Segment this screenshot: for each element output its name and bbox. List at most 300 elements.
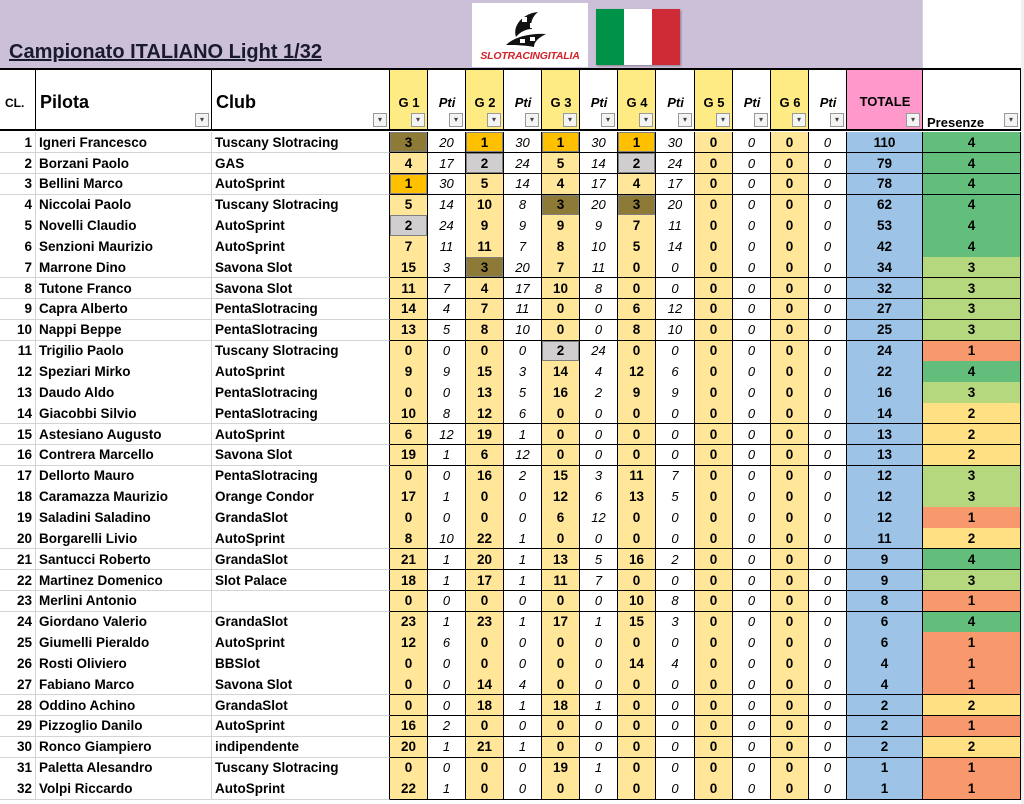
cell-pti6: 0 (809, 195, 847, 216)
cell-pti5: 0 (733, 195, 771, 216)
cell-g5: 0 (695, 382, 733, 403)
header-label-pti4: Pti (667, 95, 684, 110)
logo (472, 3, 588, 67)
cell-pti6: 0 (809, 466, 847, 487)
table-row (0, 674, 1021, 695)
cell-g1: 0 (390, 695, 428, 716)
cell-pti1: 9 (428, 361, 466, 382)
cell-g5: 0 (695, 320, 733, 341)
cell-pti6: 0 (809, 549, 847, 570)
cell-pti2: 1 (504, 570, 542, 591)
cell-g6: 0 (771, 215, 809, 236)
cell-cl: 2 (0, 153, 36, 174)
cell-g3: 13 (542, 549, 580, 570)
cell-pti5: 0 (733, 445, 771, 466)
filter-dropdown-button[interactable] (449, 113, 463, 127)
cell-presenze: 2 (923, 403, 1021, 424)
dropdown-arrow-icon: ▾ (491, 115, 496, 124)
cell-g3: 0 (542, 424, 580, 445)
cell-pilota: Paletta Alesandro (36, 758, 212, 779)
cell-cl: 3 (0, 174, 36, 195)
cell-g6: 0 (771, 758, 809, 779)
cell-pti2: 11 (504, 299, 542, 320)
cell-pti4: 17 (656, 174, 695, 195)
cell-g6: 0 (771, 632, 809, 653)
cell-cl: 17 (0, 466, 36, 487)
cell-club: Savona Slot (212, 278, 390, 299)
cell-pti2: 0 (504, 778, 542, 799)
cell-pti4: 0 (656, 278, 695, 299)
cell-pti1: 17 (428, 153, 466, 174)
cell-g1: 12 (390, 632, 428, 653)
cell-totale: 2 (847, 737, 923, 758)
cell-g4: 8 (618, 320, 656, 341)
cell-g5: 0 (695, 758, 733, 779)
cell-pti1: 1 (428, 549, 466, 570)
cell-totale: 78 (847, 174, 923, 195)
cell-presenze: 1 (923, 674, 1021, 695)
cell-pti4: 0 (656, 695, 695, 716)
cell-g6: 0 (771, 195, 809, 216)
cell-presenze: 3 (923, 486, 1021, 507)
cell-g6: 0 (771, 278, 809, 299)
table-row (0, 507, 1021, 528)
cell-g1: 7 (390, 236, 428, 257)
filter-dropdown-button[interactable] (639, 113, 653, 127)
table-row (0, 778, 1021, 799)
table-row (0, 361, 1021, 382)
cell-g1: 16 (390, 716, 428, 737)
cell-g5: 0 (695, 153, 733, 174)
cell-g5: 0 (695, 486, 733, 507)
cell-g4: 11 (618, 466, 656, 487)
cell-g5: 0 (695, 278, 733, 299)
cell-g5: 0 (695, 257, 733, 278)
cell-g6: 0 (771, 674, 809, 695)
cell-pti1: 5 (428, 320, 466, 341)
cell-g1: 0 (390, 674, 428, 695)
cell-g3: 0 (542, 716, 580, 737)
cell-presenze: 1 (923, 632, 1021, 653)
cell-pilota: Tutone Franco (36, 278, 212, 299)
cell-pilota: Senzioni Maurizio (36, 236, 212, 257)
cell-g2: 9 (466, 215, 504, 236)
cell-club: PentaSlotracing (212, 403, 390, 424)
cell-totale: 11 (847, 528, 923, 549)
cell-pilota: Merlini Antonio (36, 591, 212, 612)
cell-g5: 0 (695, 174, 733, 195)
cell-g4: 4 (618, 174, 656, 195)
cell-pti2: 1 (504, 612, 542, 633)
cell-pti6: 0 (809, 612, 847, 633)
table-row (0, 174, 1021, 195)
cell-cl: 15 (0, 424, 36, 445)
cell-totale: 25 (847, 320, 923, 341)
cell-g4: 0 (618, 778, 656, 799)
cell-g1: 0 (390, 341, 428, 362)
cell-pti3: 5 (580, 549, 618, 570)
cell-pti3: 24 (580, 341, 618, 362)
cell-pti6: 0 (809, 320, 847, 341)
cell-totale: 4 (847, 653, 923, 674)
dropdown-arrow-icon: ▾ (529, 115, 534, 124)
cell-pti3: 1 (580, 758, 618, 779)
cell-g1: 11 (390, 278, 428, 299)
cell-presenze: 3 (923, 299, 1021, 320)
cell-g3: 19 (542, 758, 580, 779)
cell-pti4: 24 (656, 153, 695, 174)
cell-g1: 6 (390, 424, 428, 445)
cell-g6: 0 (771, 695, 809, 716)
cell-pti3: 0 (580, 424, 618, 445)
cell-pti4: 0 (656, 778, 695, 799)
header-label-cl: CL. (5, 96, 25, 110)
cell-totale: 34 (847, 257, 923, 278)
header-label-g5: G 5 (703, 95, 725, 110)
cell-club: AutoSprint (212, 236, 390, 257)
cell-club: AutoSprint (212, 424, 390, 445)
cell-g2: 0 (466, 486, 504, 507)
cell-g6: 0 (771, 320, 809, 341)
cell-cl: 25 (0, 632, 36, 653)
filter-dropdown-button[interactable] (525, 113, 539, 127)
cell-g1: 18 (390, 570, 428, 591)
cell-g3: 0 (542, 737, 580, 758)
cell-pilota: Giumelli Pieraldo (36, 632, 212, 653)
cell-pti3: 1 (580, 612, 618, 633)
cell-g2: 0 (466, 716, 504, 737)
header-label-g3: G 3 (550, 95, 572, 110)
cell-pti5: 0 (733, 215, 771, 236)
cell-pti1: 0 (428, 507, 466, 528)
cell-pti3: 0 (580, 528, 618, 549)
cell-g3: 14 (542, 361, 580, 382)
cell-pti1: 7 (428, 278, 466, 299)
cell-totale: 62 (847, 195, 923, 216)
cell-club: GrandaSlot (212, 507, 390, 528)
cell-pti5: 0 (733, 278, 771, 299)
cell-g6: 0 (771, 507, 809, 528)
cell-presenze: 1 (923, 341, 1021, 362)
cell-g3: 15 (542, 466, 580, 487)
cell-pti6: 0 (809, 674, 847, 695)
cell-g5: 0 (695, 528, 733, 549)
cell-g6: 0 (771, 570, 809, 591)
cell-g1: 13 (390, 320, 428, 341)
dropdown-arrow-icon: ▾ (720, 115, 725, 124)
header-g1 (390, 68, 428, 131)
cell-g6: 0 (771, 299, 809, 320)
cell-pti5: 0 (733, 341, 771, 362)
cell-g6: 0 (771, 132, 809, 153)
cell-g5: 0 (695, 132, 733, 153)
cell-pti2: 0 (504, 507, 542, 528)
cell-cl: 5 (0, 215, 36, 236)
cell-pti5: 0 (733, 674, 771, 695)
cell-g3: 8 (542, 236, 580, 257)
cell-presenze: 3 (923, 278, 1021, 299)
cell-g3: 5 (542, 153, 580, 174)
cell-pti5: 0 (733, 591, 771, 612)
cell-presenze: 2 (923, 528, 1021, 549)
header-club (212, 68, 390, 131)
cell-totale: 27 (847, 299, 923, 320)
header-label-g6: G 6 (779, 95, 801, 110)
cell-pti3: 0 (580, 778, 618, 799)
cell-pti6: 0 (809, 486, 847, 507)
cell-totale: 42 (847, 236, 923, 257)
filter-dropdown-button[interactable] (411, 113, 425, 127)
cell-pti2: 0 (504, 716, 542, 737)
banner-right-cell (922, 0, 1024, 68)
header-label-club: Club (216, 92, 256, 112)
cell-pti2: 0 (504, 591, 542, 612)
cell-g5: 0 (695, 653, 733, 674)
cell-pti3: 9 (580, 215, 618, 236)
cell-pilota: Dellorto Mauro (36, 466, 212, 487)
cell-cl: 22 (0, 570, 36, 591)
cell-presenze: 2 (923, 445, 1021, 466)
cell-club: Tuscany Slotracing (212, 195, 390, 216)
cell-g5: 0 (695, 549, 733, 570)
header-label-pti3: Pti (590, 95, 608, 110)
cell-pti1: 24 (428, 215, 466, 236)
table-row (0, 695, 1021, 716)
cell-pilota: Novelli Claudio (36, 215, 212, 236)
cell-cl: 8 (0, 278, 36, 299)
cell-g1: 21 (390, 549, 428, 570)
cell-pti3: 12 (580, 507, 618, 528)
cell-g6: 0 (771, 466, 809, 487)
cell-pti1: 0 (428, 758, 466, 779)
cell-g1: 2 (390, 215, 428, 236)
cell-club: PentaSlotracing (212, 320, 390, 341)
filter-dropdown-button[interactable] (373, 113, 387, 127)
cell-pti6: 0 (809, 507, 847, 528)
cell-g4: 10 (618, 591, 656, 612)
cell-pti3: 30 (580, 132, 618, 153)
cell-pti3: 0 (580, 445, 618, 466)
cell-pti5: 0 (733, 320, 771, 341)
cell-g2: 2 (466, 153, 504, 174)
cell-g4: 6 (618, 299, 656, 320)
filter-dropdown-button[interactable] (563, 113, 577, 127)
cell-g1: 1 (390, 174, 428, 195)
cell-cl: 21 (0, 549, 36, 570)
cell-pti6: 0 (809, 424, 847, 445)
cell-pti5: 0 (733, 612, 771, 633)
cell-g3: 11 (542, 570, 580, 591)
cell-pti1: 2 (428, 716, 466, 737)
header-label-g2: G 2 (474, 95, 496, 110)
cell-totale: 9 (847, 570, 923, 591)
dropdown-arrow-icon: ▾ (605, 115, 610, 124)
cell-pti4: 9 (656, 382, 695, 403)
table-row (0, 549, 1021, 570)
cell-pti2: 0 (504, 632, 542, 653)
cell-pti4: 5 (656, 486, 695, 507)
cell-cl: 32 (0, 778, 36, 799)
cell-g6: 0 (771, 153, 809, 174)
cell-totale: 53 (847, 215, 923, 236)
cell-pti1: 0 (428, 695, 466, 716)
cell-g1: 14 (390, 299, 428, 320)
cell-club: PentaSlotracing (212, 299, 390, 320)
cell-pti6: 0 (809, 716, 847, 737)
cell-pilota: Rosti Oliviero (36, 653, 212, 674)
cell-pti1: 14 (428, 195, 466, 216)
cell-pti3: 2 (580, 382, 618, 403)
cell-pti5: 0 (733, 299, 771, 320)
table-row (0, 424, 1021, 445)
cell-totale: 1 (847, 778, 923, 799)
cell-pti3: 0 (580, 716, 618, 737)
cell-g4: 0 (618, 632, 656, 653)
cell-g4: 1 (618, 132, 656, 153)
cell-pti4: 0 (656, 424, 695, 445)
cell-totale: 12 (847, 466, 923, 487)
cell-g1: 0 (390, 591, 428, 612)
cell-totale: 13 (847, 424, 923, 445)
cell-presenze: 4 (923, 153, 1021, 174)
cell-totale: 9 (847, 549, 923, 570)
filter-dropdown-button[interactable] (792, 113, 806, 127)
cell-pti6: 0 (809, 445, 847, 466)
cell-pti3: 1 (580, 695, 618, 716)
cell-pti4: 6 (656, 361, 695, 382)
cell-pti1: 12 (428, 424, 466, 445)
dropdown-arrow-icon: ▾ (682, 115, 687, 124)
cell-pti2: 20 (504, 257, 542, 278)
cell-g4: 0 (618, 737, 656, 758)
dropdown-arrow-icon: ▾ (834, 115, 839, 124)
cell-totale: 2 (847, 695, 923, 716)
cell-pti1: 0 (428, 382, 466, 403)
cell-pti2: 9 (504, 215, 542, 236)
cell-pti1: 0 (428, 653, 466, 674)
cell-pti1: 10 (428, 528, 466, 549)
cell-totale: 22 (847, 361, 923, 382)
cell-presenze: 3 (923, 382, 1021, 403)
cell-club: AutoSprint (212, 632, 390, 653)
cell-presenze: 1 (923, 653, 1021, 674)
cell-pti6: 0 (809, 737, 847, 758)
cell-g6: 0 (771, 486, 809, 507)
cell-pilota: Pizzoglio Danilo (36, 716, 212, 737)
cell-g4: 7 (618, 215, 656, 236)
filter-dropdown-button[interactable] (716, 113, 730, 127)
cell-pti6: 0 (809, 153, 847, 174)
table-row (0, 132, 1021, 153)
cell-pilota: Bellini Marco (36, 174, 212, 195)
cell-pilota: Astesiano Augusto (36, 424, 212, 445)
cell-pti2: 4 (504, 674, 542, 695)
table-row (0, 486, 1021, 507)
table-row (0, 299, 1021, 320)
cell-club: AutoSprint (212, 528, 390, 549)
cell-pti4: 0 (656, 445, 695, 466)
cell-g5: 0 (695, 403, 733, 424)
filter-dropdown-button[interactable] (1004, 113, 1018, 127)
cell-g5: 0 (695, 591, 733, 612)
cell-pilota: Marrone Dino (36, 257, 212, 278)
cell-pti2: 6 (504, 403, 542, 424)
cell-g2: 13 (466, 382, 504, 403)
dropdown-arrow-icon: ▾ (453, 115, 458, 124)
cell-pti3: 17 (580, 174, 618, 195)
cell-g6: 0 (771, 716, 809, 737)
filter-dropdown-button[interactable] (678, 113, 692, 127)
cell-g3: 0 (542, 778, 580, 799)
cell-cl: 27 (0, 674, 36, 695)
header-pti2 (504, 68, 542, 131)
cell-pti6: 0 (809, 361, 847, 382)
filter-dropdown-button[interactable] (601, 113, 615, 127)
filter-dropdown-button[interactable] (830, 113, 844, 127)
header-label-pti5: Pti (743, 95, 761, 110)
filter-dropdown-button[interactable] (754, 113, 768, 127)
cell-pti5: 0 (733, 549, 771, 570)
cell-presenze: 2 (923, 737, 1021, 758)
cell-g3: 0 (542, 674, 580, 695)
cell-g4: 0 (618, 403, 656, 424)
cell-pti1: 1 (428, 612, 466, 633)
cell-g2: 15 (466, 361, 504, 382)
cell-presenze: 1 (923, 758, 1021, 779)
cell-pilota: Nappi Beppe (36, 320, 212, 341)
cell-pti1: 8 (428, 403, 466, 424)
header-label-g4: G 4 (626, 95, 648, 110)
cell-presenze: 1 (923, 716, 1021, 737)
cell-pti2: 12 (504, 445, 542, 466)
cell-pti1: 1 (428, 737, 466, 758)
cell-pti2: 10 (504, 320, 542, 341)
header-pti4 (656, 68, 695, 131)
cell-g5: 0 (695, 737, 733, 758)
italian-flag-icon (596, 9, 680, 65)
cell-g2: 18 (466, 695, 504, 716)
cell-pti6: 0 (809, 570, 847, 591)
cell-g1: 22 (390, 778, 428, 799)
filter-dropdown-button[interactable] (487, 113, 501, 127)
cell-pilota: Borgarelli Livio (36, 528, 212, 549)
cell-cl: 9 (0, 299, 36, 320)
filter-dropdown-button[interactable] (906, 113, 920, 127)
cell-totale: 14 (847, 403, 923, 424)
cell-pti4: 0 (656, 674, 695, 695)
cell-pti5: 0 (733, 382, 771, 403)
cell-g6: 0 (771, 549, 809, 570)
table-row (0, 257, 1021, 278)
cell-cl: 24 (0, 612, 36, 633)
cell-g4: 14 (618, 653, 656, 674)
cell-g1: 0 (390, 758, 428, 779)
cell-g2: 0 (466, 632, 504, 653)
cell-presenze: 3 (923, 320, 1021, 341)
cell-g1: 9 (390, 361, 428, 382)
cell-pti3: 7 (580, 570, 618, 591)
cell-cl: 10 (0, 320, 36, 341)
cell-totale: 4 (847, 674, 923, 695)
cell-g2: 8 (466, 320, 504, 341)
cell-totale: 32 (847, 278, 923, 299)
cell-g4: 12 (618, 361, 656, 382)
cell-totale: 79 (847, 153, 923, 174)
cell-pti6: 0 (809, 257, 847, 278)
filter-dropdown-button[interactable] (195, 113, 209, 127)
cell-pilota: Trigilio Paolo (36, 341, 212, 362)
table-row (0, 716, 1021, 737)
